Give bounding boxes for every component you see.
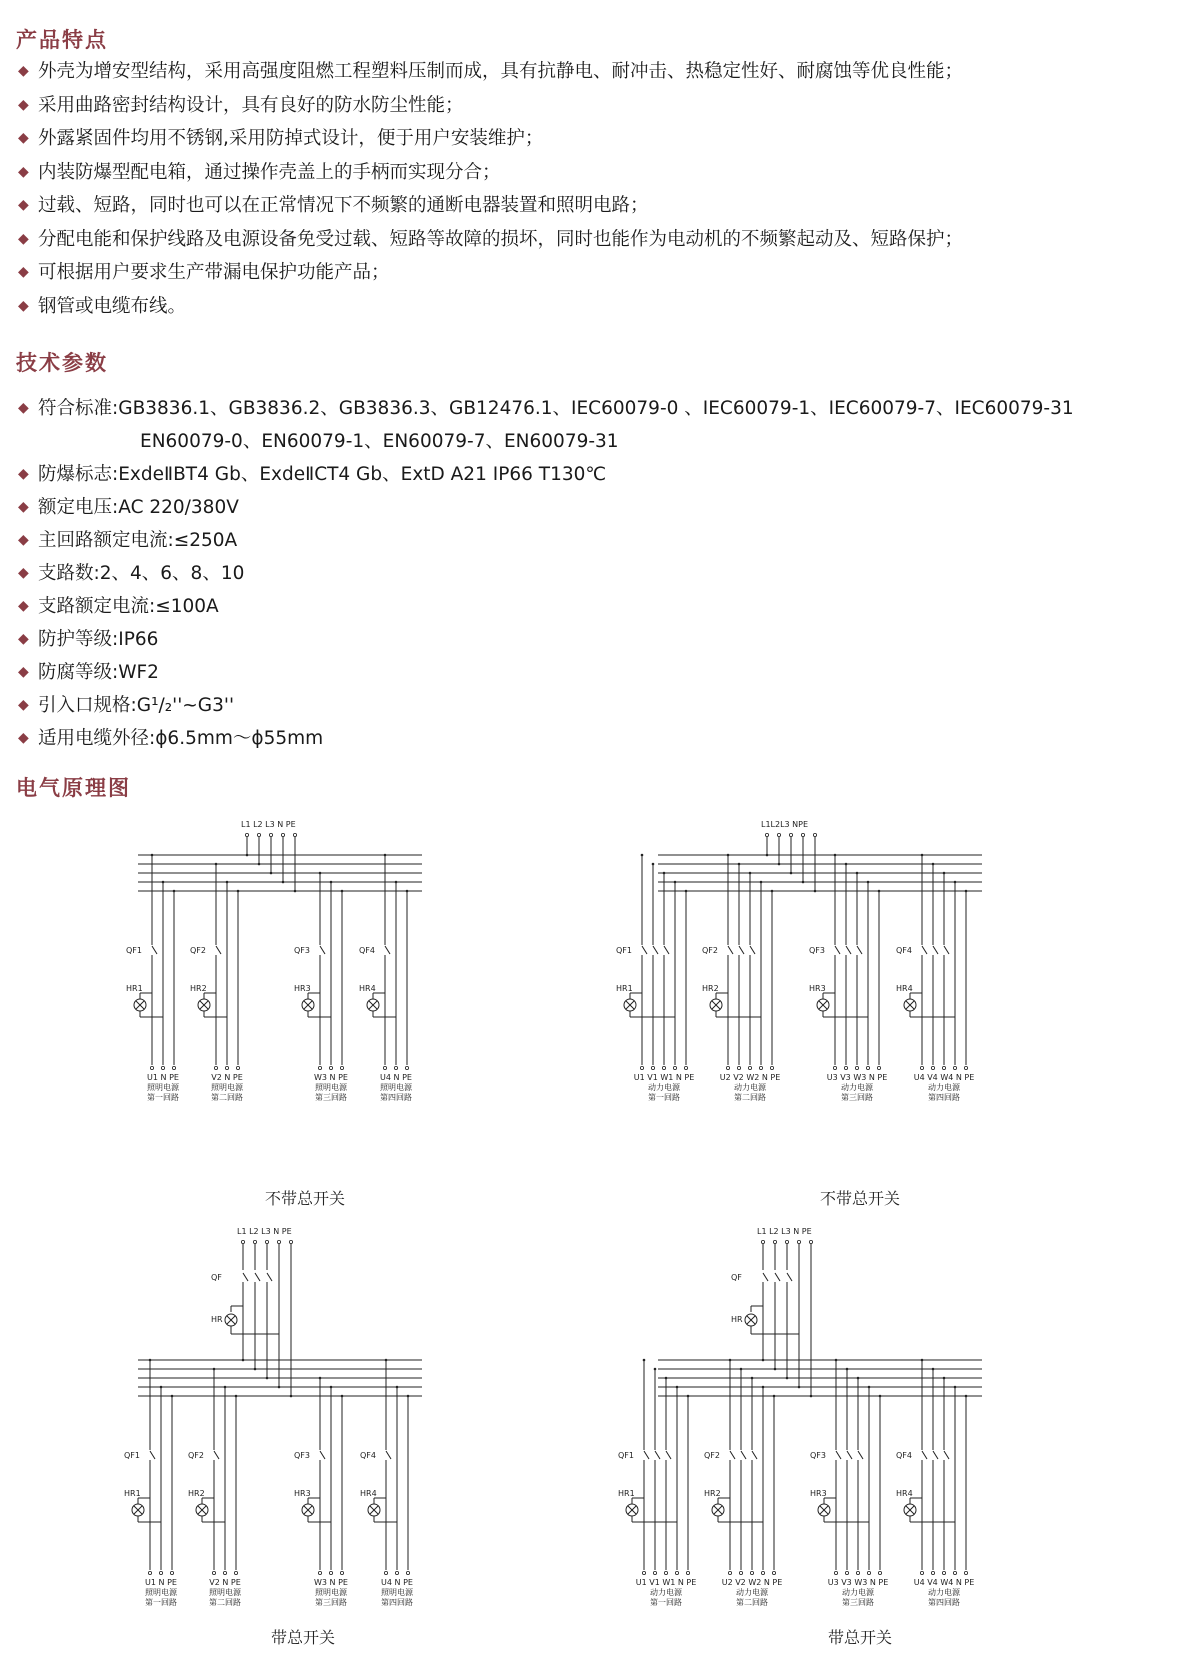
switch-blade (243, 1273, 248, 1281)
terminal-icon (964, 1066, 967, 1069)
output-terminal-label: U2 V2 W2 N PE (719, 1073, 781, 1082)
terminal-icon (395, 1571, 398, 1574)
switch-blade (922, 946, 927, 954)
branch-lamp-label: HR4 (896, 1489, 913, 1498)
list-item: ◆ 外露紧固件均用不锈钢,采用防掉式设计，便于用户安装维护； (18, 122, 963, 156)
branch-breaker-label: QF3 (809, 946, 825, 955)
diamond-bullet-icon: ◆ (18, 63, 29, 79)
bus-label: L1 L2 L3 N PE (757, 1227, 812, 1236)
diamond-bullet-icon: ◆ (18, 598, 29, 614)
terminal-icon (785, 1240, 788, 1243)
branch-breaker-label: QF4 (896, 1451, 912, 1460)
output-terminal-label: W3 N PE (314, 1073, 348, 1082)
terminal-icon (770, 1066, 773, 1069)
diagrams-title: 电气原理图 (16, 776, 131, 800)
switch-blade (386, 1451, 391, 1459)
switch-blade (642, 946, 647, 954)
diamond-bullet-icon: ◆ (18, 499, 29, 515)
caption-without-main-2: 不带总开关 (819, 1189, 900, 1208)
terminal-icon (761, 1571, 764, 1574)
terminal-icon (761, 1240, 764, 1243)
output-terminal-label: U4 N PE (380, 1073, 412, 1082)
features-list (18, 55, 963, 323)
switch-blade (857, 946, 862, 954)
list-item: ◆ 过载、短路，同时也可以在正常情况下不频繁的通断电器装置和照明电路； (18, 189, 963, 223)
terminal-icon (223, 1571, 226, 1574)
diagram-lighting-no-main (126, 815, 460, 1165)
terminal-icon (737, 1066, 740, 1069)
output-terminal-label: U1 V1 W1 N PE (635, 1578, 697, 1587)
terminal-icon (878, 1571, 881, 1574)
caption-with-main-1: 带总开关 (270, 1628, 335, 1647)
features-title: 产品特点 (16, 28, 108, 52)
terminal-icon (257, 833, 260, 836)
switch-blade (858, 1451, 863, 1459)
terminal-icon (801, 833, 804, 836)
output-type-label: 照明电源 (147, 1083, 179, 1092)
terminal-icon (383, 1066, 386, 1069)
branch-breaker-label: QF1 (616, 946, 632, 955)
list-item: ◆ 适用电缆外径:ϕ6.5mm～ϕ55mm (18, 722, 1074, 755)
terminal-icon (866, 1066, 869, 1069)
output-circuit-label: 第四回路 (381, 1598, 413, 1607)
output-terminal-label: U3 V3 W3 N PE (826, 1073, 888, 1082)
terminal-icon (384, 1571, 387, 1574)
terminal-icon (289, 1240, 292, 1243)
output-type-label: 动力电源 (736, 1588, 768, 1597)
terminal-icon (293, 833, 296, 836)
switch-blade (741, 1451, 746, 1459)
output-type-label: 动力电源 (842, 1588, 874, 1597)
branch-breaker-label: QF2 (702, 946, 718, 955)
terminal-icon (777, 833, 780, 836)
output-circuit-label: 第四回路 (380, 1093, 412, 1102)
terminal-icon (642, 1571, 645, 1574)
branch-breaker-label: QF4 (360, 1451, 376, 1460)
bus-label: L1L2L3 NPE (761, 820, 809, 829)
terminal-icon (942, 1066, 945, 1069)
output-terminal-label: U4 V4 W4 N PE (913, 1073, 975, 1082)
terminal-icon (329, 1571, 332, 1574)
terminal-icon (675, 1571, 678, 1574)
terminal-icon (867, 1571, 870, 1574)
diamond-bullet-icon: ◆ (18, 297, 29, 314)
branch-lamp-label: HR4 (360, 1489, 377, 1498)
diamond-bullet-icon: ◆ (18, 264, 29, 280)
terminal-icon (245, 833, 248, 836)
output-circuit-label: 第三回路 (315, 1598, 347, 1607)
terminal-icon (789, 833, 792, 836)
terminal-icon (269, 833, 272, 836)
branch-breaker-label: QF1 (124, 1451, 140, 1460)
branch-breaker-label: QF4 (896, 946, 912, 955)
branch-breaker-label: QF1 (618, 1451, 634, 1460)
switch-blade (787, 1273, 792, 1281)
switch-blade (320, 1451, 325, 1459)
terminal-icon (765, 833, 768, 836)
terminal-icon (214, 1066, 217, 1069)
branch-lamp-label: HR2 (702, 984, 719, 993)
switch-blade (730, 1451, 735, 1459)
terminal-icon (759, 1066, 762, 1069)
terminal-icon (406, 1571, 409, 1574)
output-circuit-label: 第一回路 (147, 1093, 179, 1102)
terminal-icon (664, 1571, 667, 1574)
branch-lamp-label: HR2 (704, 1489, 721, 1498)
branch-lamp-label: HR1 (126, 984, 143, 993)
terminal-icon (772, 1571, 775, 1574)
terminal-icon (277, 1240, 280, 1243)
terminal-icon (161, 1066, 164, 1069)
diamond-bullet-icon: ◆ (18, 730, 29, 746)
switch-blade (267, 1273, 272, 1281)
params-title: 技术参数 (16, 351, 108, 375)
terminal-icon (241, 1240, 244, 1243)
terminal-icon (394, 1066, 397, 1069)
diamond-bullet-icon: ◆ (18, 466, 29, 482)
branch-lamp-label: HR2 (190, 984, 207, 993)
switch-blade (653, 946, 658, 954)
output-circuit-label: 第二回路 (736, 1598, 768, 1607)
switch-blade (214, 1451, 219, 1459)
terminal-icon (318, 1571, 321, 1574)
switch-blade (644, 1451, 649, 1459)
caption-without-main-1: 不带总开关 (264, 1189, 345, 1208)
terminal-icon (281, 833, 284, 836)
output-circuit-label: 第三回路 (842, 1598, 874, 1607)
terminal-icon (739, 1571, 742, 1574)
output-type-label: 动力电源 (841, 1083, 873, 1092)
list-item: ◆ 防爆标志:ExdeⅡBT4 Gb、ExdeⅡCT4 Gb、ExtD A21 IP66 T130℃ (18, 458, 1074, 491)
terminal-icon (931, 1066, 934, 1069)
switch-blade (666, 1451, 671, 1459)
diagram-power-with-main (618, 1222, 1070, 1642)
list-item: ◆ 支路数:2、4、6、8、10 (18, 557, 1074, 590)
terminal-icon (212, 1571, 215, 1574)
main-breaker-label: QF (211, 1273, 222, 1282)
diamond-bullet-icon: ◆ (18, 163, 29, 180)
output-circuit-label: 第一回路 (650, 1598, 682, 1607)
output-type-label: 照明电源 (315, 1588, 347, 1597)
switch-blade (750, 946, 755, 954)
terminal-icon (405, 1066, 408, 1069)
params-list (18, 392, 1074, 755)
main-lamp-label: HR (731, 1315, 743, 1324)
list-item: ◆ 外壳为增安型结构，采用高强度阻燃工程塑料压制而成，具有抗静电、耐冲击、热稳定性好、耐腐蚀等优良性能； (18, 55, 963, 89)
terminal-icon (834, 1571, 837, 1574)
switch-blade (763, 1273, 768, 1281)
list-item: ◆ 符合标准:GB3836.1、GB3836.2、GB3836.3、GB12476.1、IEC60079-0 、IEC60079-1、IEC60079-7、IEC60079-31 EN60079-0、EN60079-1、EN60079-7、EN60079-31 (18, 392, 1074, 458)
output-terminal-label: V2 N PE (209, 1578, 241, 1587)
output-type-label: 动力电源 (928, 1083, 960, 1092)
terminal-icon (148, 1571, 151, 1574)
switch-blade (152, 946, 157, 954)
main-breaker-label: QF (731, 1273, 742, 1282)
output-type-label: 照明电源 (380, 1083, 412, 1092)
switch-blade (835, 946, 840, 954)
terminal-icon (931, 1571, 934, 1574)
output-type-label: 照明电源 (381, 1588, 413, 1597)
diamond-bullet-icon: ◆ (18, 664, 29, 680)
branch-lamp-label: HR2 (188, 1489, 205, 1498)
output-circuit-label: 第一回路 (648, 1093, 680, 1102)
terminal-icon (856, 1571, 859, 1574)
output-type-label: 动力电源 (650, 1588, 682, 1597)
list-item: ◆ 采用曲路密封结构设计，具有良好的防水防尘性能； (18, 89, 963, 123)
bus-label: L1 L2 L3 N PE (237, 1227, 292, 1236)
switch-blade (922, 1451, 927, 1459)
switch-blade (944, 1451, 949, 1459)
output-type-label: 动力电源 (928, 1588, 960, 1597)
output-terminal-label: U3 V3 W3 N PE (827, 1578, 889, 1587)
terminal-icon (662, 1066, 665, 1069)
output-terminal-label: W3 N PE (314, 1578, 348, 1587)
branch-lamp-label: HR3 (294, 1489, 311, 1498)
terminal-icon (653, 1571, 656, 1574)
terminal-icon (225, 1066, 228, 1069)
diagram-power-no-main (616, 815, 1070, 1165)
switch-blade (752, 1451, 757, 1459)
output-terminal-label: V2 N PE (211, 1073, 243, 1082)
terminal-icon (953, 1571, 956, 1574)
bus-label: L1 L2 L3 N PE (241, 820, 296, 829)
branch-lamp-label: HR1 (124, 1489, 141, 1498)
terminal-icon (651, 1066, 654, 1069)
list-item: ◆ 防护等级:IP66 (18, 623, 1074, 656)
terminal-icon (953, 1066, 956, 1069)
branch-lamp-label: HR4 (359, 984, 376, 993)
branch-lamp-label: HR1 (618, 1489, 635, 1498)
switch-blade (933, 946, 938, 954)
switch-blade (836, 1451, 841, 1459)
output-type-label: 照明电源 (209, 1588, 241, 1597)
list-item: ◆ 防腐等级:WF2 (18, 656, 1074, 689)
list-item: ◆ 分配电能和保护线路及电源设备免受过载、短路等故障的损坏，同时也能作为电动机的不频繁起动及、短路保护； (18, 223, 963, 257)
terminal-icon (172, 1066, 175, 1069)
branch-lamp-label: HR1 (616, 984, 633, 993)
output-circuit-label: 第二回路 (734, 1093, 766, 1102)
switch-blade (847, 1451, 852, 1459)
branch-breaker-label: QF1 (126, 946, 142, 955)
list-item: ◆ 引入口规格:G¹/₂''~G3'' (18, 689, 1074, 722)
terminal-icon (265, 1240, 268, 1243)
switch-blade (655, 1451, 660, 1459)
terminal-icon (673, 1066, 676, 1069)
output-terminal-label: U4 V4 W4 N PE (913, 1578, 975, 1587)
output-circuit-label: 第四回路 (928, 1093, 960, 1102)
terminal-icon (942, 1571, 945, 1574)
terminal-icon (340, 1571, 343, 1574)
switch-blade (739, 946, 744, 954)
diamond-bullet-icon: ◆ (18, 197, 29, 213)
switch-blade (728, 946, 733, 954)
terminal-icon (920, 1571, 923, 1574)
terminal-icon (844, 1066, 847, 1069)
switch-blade (320, 946, 325, 954)
branch-breaker-label: QF4 (359, 946, 375, 955)
diamond-bullet-icon: ◆ (18, 400, 29, 416)
main-lamp-label: HR (211, 1315, 223, 1324)
branch-breaker-label: QF3 (294, 1451, 310, 1460)
terminal-icon (684, 1066, 687, 1069)
list-item: ◆ 钢管或电缆布线。 (18, 290, 963, 324)
terminal-icon (845, 1571, 848, 1574)
terminal-icon (773, 1240, 776, 1243)
terminal-icon (159, 1571, 162, 1574)
output-terminal-label: U1 V1 W1 N PE (633, 1073, 695, 1082)
list-item: ◆ 支路额定电流:≤100A (18, 590, 1074, 623)
diamond-bullet-icon: ◆ (18, 130, 29, 146)
caption-with-main-2: 带总开关 (827, 1628, 892, 1647)
switch-blade (150, 1451, 155, 1459)
switch-blade (846, 946, 851, 954)
list-item: ◆ 额定电压:AC 220/380V (18, 491, 1074, 524)
branch-lamp-label: HR4 (896, 984, 913, 993)
output-type-label: 照明电源 (145, 1588, 177, 1597)
output-circuit-label: 第三回路 (315, 1093, 347, 1102)
terminal-icon (748, 1066, 751, 1069)
terminal-icon (813, 833, 816, 836)
branch-breaker-label: QF2 (190, 946, 206, 955)
terminal-icon (855, 1066, 858, 1069)
diagram-lighting-with-main (124, 1222, 460, 1642)
terminal-icon (150, 1066, 153, 1069)
output-terminal-label: U2 V2 W2 N PE (721, 1578, 783, 1587)
output-terminal-label: U4 N PE (381, 1578, 413, 1587)
branch-breaker-label: QF2 (704, 1451, 720, 1460)
branch-breaker-label: QF2 (188, 1451, 204, 1460)
terminal-icon (640, 1066, 643, 1069)
terminal-icon (920, 1066, 923, 1069)
list-item: ◆ 主回路额定电流:≤250A (18, 524, 1074, 557)
terminal-icon (686, 1571, 689, 1574)
branch-lamp-label: HR3 (809, 984, 826, 993)
terminal-icon (340, 1066, 343, 1069)
terminal-icon (318, 1066, 321, 1069)
terminal-icon (234, 1571, 237, 1574)
terminal-icon (809, 1240, 812, 1243)
switch-blade (385, 946, 390, 954)
branch-lamp-label: HR3 (810, 1489, 827, 1498)
diamond-bullet-icon: ◆ (18, 697, 29, 713)
output-circuit-label: 第二回路 (209, 1598, 241, 1607)
diamond-bullet-icon: ◆ (18, 230, 29, 247)
output-type-label: 照明电源 (211, 1083, 243, 1092)
terminal-icon (329, 1066, 332, 1069)
output-type-label: 照明电源 (315, 1083, 347, 1092)
output-type-label: 动力电源 (648, 1083, 680, 1092)
list-item: ◆ 内装防爆型配电箱，通过操作壳盖上的手柄而实现分合； (18, 156, 963, 190)
terminal-icon (236, 1066, 239, 1069)
terminal-icon (728, 1571, 731, 1574)
terminal-icon (877, 1066, 880, 1069)
switch-blade (255, 1273, 260, 1281)
terminal-icon (726, 1066, 729, 1069)
switch-blade (933, 1451, 938, 1459)
output-circuit-label: 第四回路 (928, 1598, 960, 1607)
output-circuit-label: 第二回路 (211, 1093, 243, 1102)
output-circuit-label: 第一回路 (145, 1598, 177, 1607)
output-terminal-label: U1 N PE (147, 1073, 179, 1082)
diamond-bullet-icon: ◆ (18, 96, 29, 113)
terminal-icon (170, 1571, 173, 1574)
switch-blade (775, 1273, 780, 1281)
switch-blade (944, 946, 949, 954)
output-type-label: 动力电源 (734, 1083, 766, 1092)
terminal-icon (750, 1571, 753, 1574)
branch-breaker-label: QF3 (810, 1451, 826, 1460)
branch-breaker-label: QF3 (294, 946, 310, 955)
terminal-icon (964, 1571, 967, 1574)
output-circuit-label: 第三回路 (841, 1093, 873, 1102)
branch-lamp-label: HR3 (294, 984, 311, 993)
terminal-icon (833, 1066, 836, 1069)
switch-blade (664, 946, 669, 954)
terminal-icon (253, 1240, 256, 1243)
list-item: ◆ 可根据用户要求生产带漏电保护功能产品； (18, 256, 963, 290)
output-terminal-label: U1 N PE (145, 1578, 177, 1587)
diamond-bullet-icon: ◆ (18, 631, 29, 647)
terminal-icon (797, 1240, 800, 1243)
switch-blade (216, 946, 221, 954)
diamond-bullet-icon: ◆ (18, 565, 29, 581)
diamond-bullet-icon: ◆ (18, 532, 29, 548)
